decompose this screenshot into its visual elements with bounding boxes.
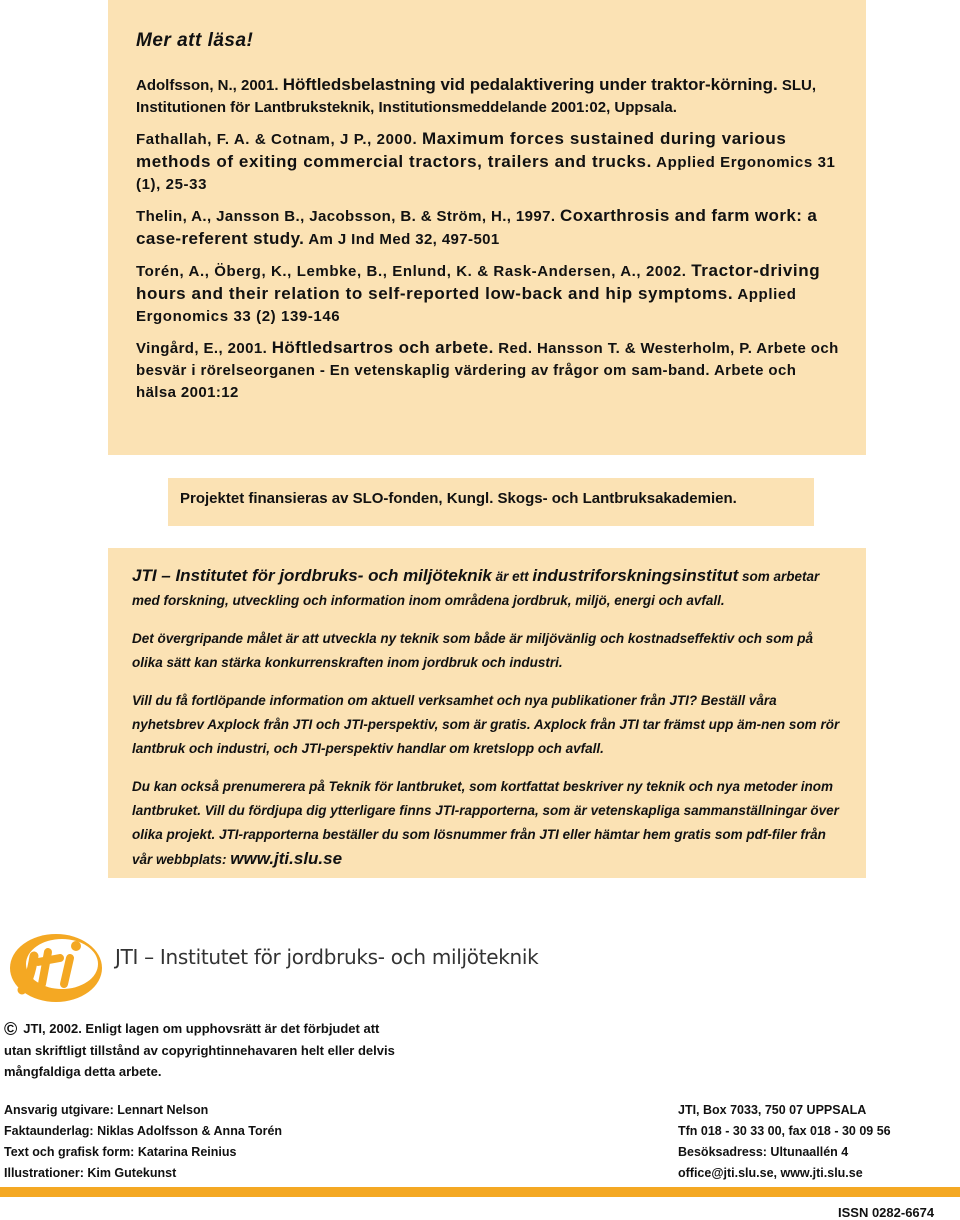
- credit-line: Text och grafisk form: Katarina Reinius: [4, 1145, 237, 1159]
- jti-intro: JTI – Institutet för jordbruks- och miljöteknik är ett industriforskningsinstitut som arbetar med forskning, utveckling och information inom områdena jordbruk, miljö, energi och avfall.: [132, 566, 820, 608]
- copyright-icon: ©: [4, 1019, 18, 1039]
- credit-line: Faktaunderlag: Niklas Adolfsson & Anna Torén: [4, 1124, 283, 1138]
- logo-wordmark: JTI – Institutet för jordbruks- och miljöteknik: [115, 945, 539, 969]
- credit-line: Illustrationer: Kim Gutekunst: [4, 1166, 177, 1180]
- jti-subscribe: Du kan också prenumerera på Teknik för lantbruket, som kortfattat beskriver ny teknik och nya metoder inom lantbruket. Vill du fördjupa dig ytterligare finns JTI-rapporterna, som är vetenskapliga sammanställningar över olika projekt. JTI-rapporterna beställer du som lösnummer från JTI eller hämtar hem gratis som pdf-filer från vår webbplats: www.jti.slu.se: [132, 779, 839, 868]
- reference-item: Fathallah, F. A. & Cotnam, J P., 2000. Maximum forces sustained during various methods of exiting commercial tractors, trailers and trucks. Applied Ergonomics 31 (1), 25-33: [136, 129, 836, 193]
- contact-address: [678, 1100, 891, 1184]
- jti-newsletter: Vill du få fortlöpande information om aktuell verksamhet och nya publikationer från JTI? Beställ våra nyhetsbrev Axplock från JTI och JTI-perspektiv, som är gratis. Axplock från JTI tar främst upp äm-nen som rör lantbruk och industri, och JTI-perspektiv handlar om kretslopp och avfall.: [132, 693, 840, 756]
- further-reading-box: [108, 0, 866, 455]
- reference-item: Adolfsson, N., 2001. Höftledsbelastning vid pedalaktivering under traktor-körning. SLU, Institutionen för Lantbruksteknik, Institutionsmeddelande 2001:02, Uppsala.: [136, 75, 817, 116]
- jti-logo-icon: [4, 928, 114, 1008]
- address-line: JTI, Box 7033, 750 07 UPPSALA: [678, 1103, 867, 1117]
- reference-item: Vingård, E., 2001. Höftledsartros och arbete. Red. Hansson T. & Westerholm, P. Arbete och besvär i rörelseorganen - En vetenskaplig värdering av frågor om sam-band. Arbete och hälsa 2001:12: [136, 338, 839, 401]
- further-reading-heading: Mer att läsa!: [136, 30, 254, 51]
- address-line: Tfn 018 - 30 33 00, fax 018 - 30 09 56: [678, 1124, 891, 1138]
- credit-line: Ansvarig utgivare: Lennart Nelson: [4, 1103, 209, 1117]
- credits: [4, 1100, 282, 1184]
- reference-item: Thelin, A., Jansson B., Jacobsson, B. & Ström, H., 1997. Coxarthrosis and farm work: a case-referent study. Am J Ind Med 32, 497-501: [136, 206, 818, 248]
- footer-rule: [0, 1187, 960, 1197]
- funding-note: Projektet finansieras av SLO-fonden, Kungl. Skogs- och Lantbruksakademien.: [168, 478, 814, 526]
- copyright-notice: © JTI, 2002. Enligt lagen om upphovsrätt är det förbjudet att utan skriftligt tillstånd av copyrightinnehavaren helt eller delvis mångfaldiga detta arbete.: [4, 1019, 395, 1079]
- reference-item: Torén, A., Öberg, K., Lembke, B., Enlund, K. & Rask-Andersen, A., 2002. Tractor-driving hours and their relation to self-reported low-back and hip symptoms. Applied Ergonomics 33 (2) 139-146: [136, 261, 821, 325]
- address-line: Besöksadress: Ultunaallén 4: [678, 1145, 849, 1159]
- issn-number: ISSN 0282-6674: [838, 1205, 935, 1220]
- jti-goal: Det övergripande målet är att utveckla ny teknik som både är miljövänlig och kostnadseffektiv och som på olika sätt kan stärka konkurrenskraften inom jordbruk och industri.: [132, 631, 813, 670]
- contact-links[interactable]: office@jti.slu.se, www.jti.slu.se: [678, 1166, 863, 1180]
- website-link[interactable]: www.jti.slu.se: [230, 849, 343, 868]
- jti-info-box: [108, 548, 866, 878]
